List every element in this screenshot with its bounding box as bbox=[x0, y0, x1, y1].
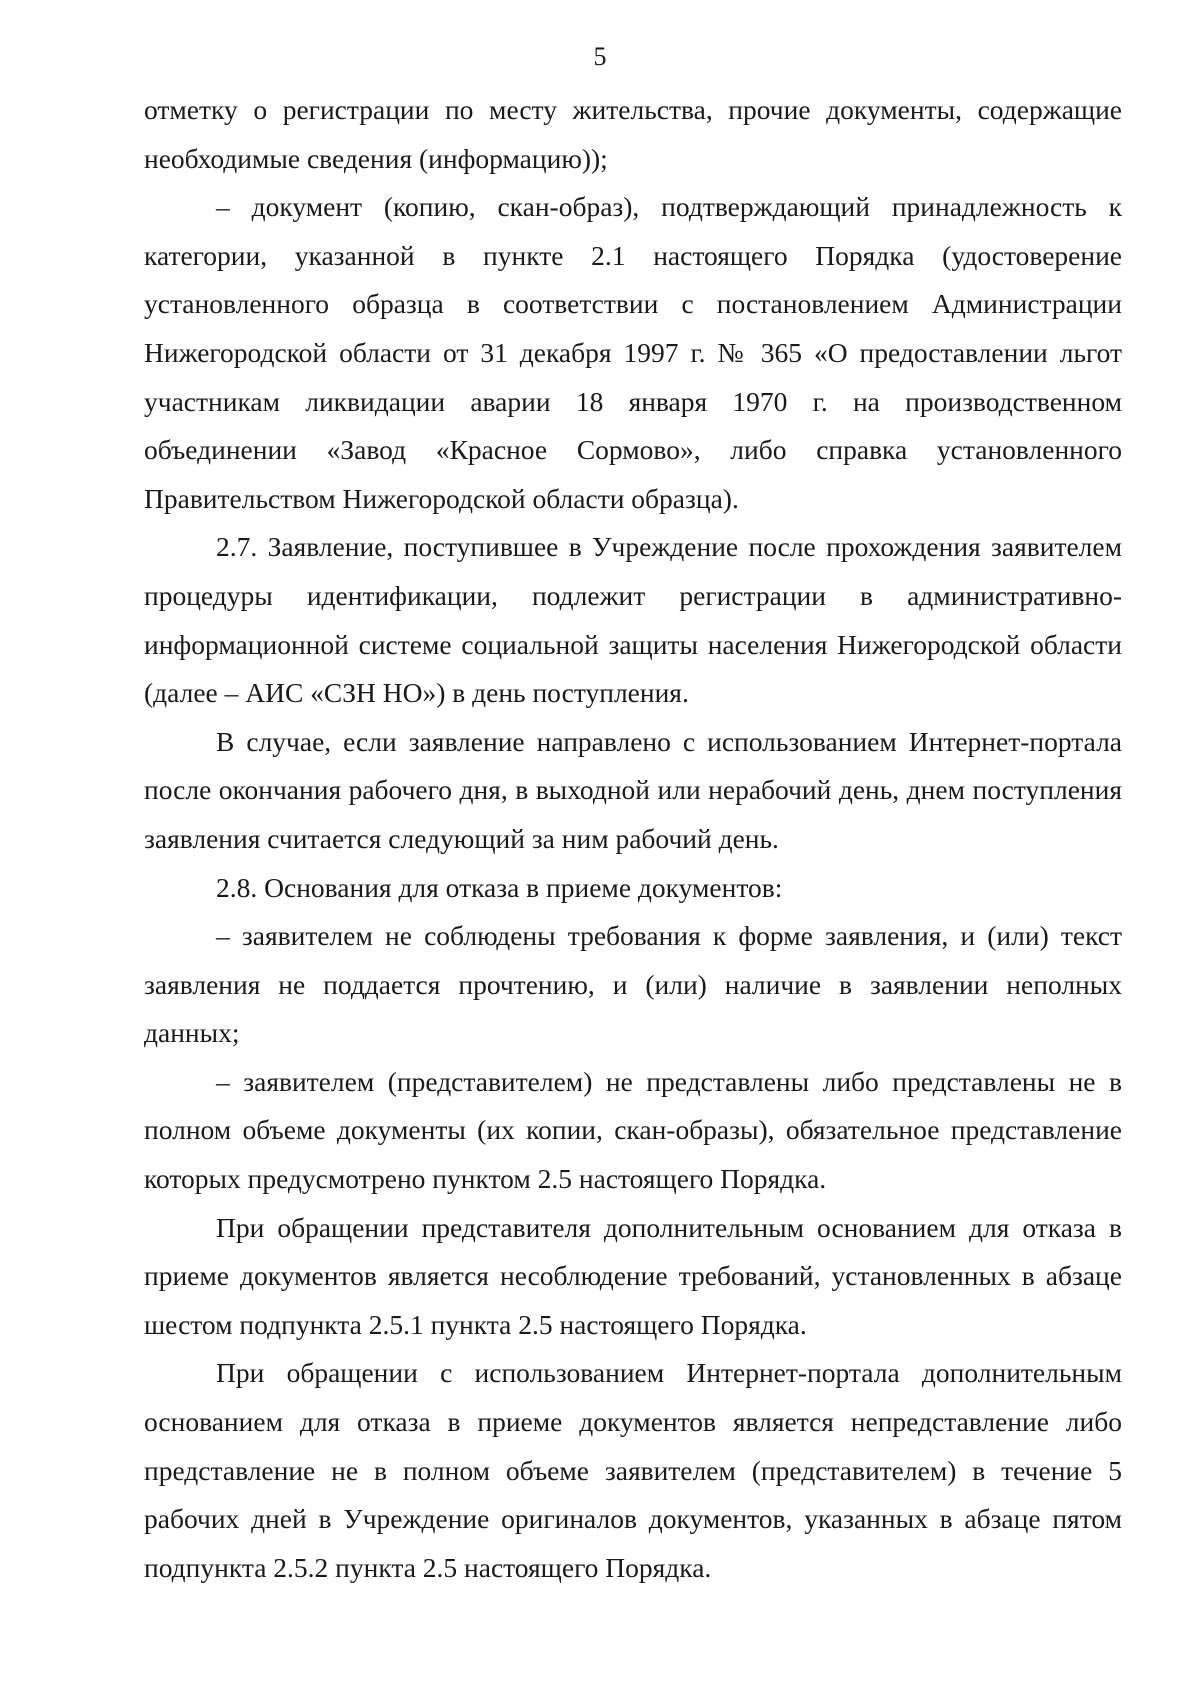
paragraph-representative-refusal: При обращении представителя дополнительным основанием для отказа в приеме документов является несоблюдение требований, установленных в абзаце шестом подпункта 2.5.1 пункта 2.5 настоящего Порядка. bbox=[144, 1211, 1122, 1340]
paragraph-incomplete-documents: – заявителем (представителем) не представлены либо представлены не в полном объеме документы (их копии, скан-образы), обязательное представление которых предусмотрено пунктом 2.5 настоящего Порядка. bbox=[144, 1065, 1122, 1195]
paragraph-2-7-registration: 2.7. Заявление, поступившее в Учреждение после прохождения заявителем процедуры идентификации, подлежит регистрации в административно-информационной системе социальной защиты населения Нижегородской области (далее – АИС «СЗН НО») в день поступления. bbox=[144, 531, 1122, 709]
paragraph-non-working-day: В случае, если заявление направлено с использованием Интернет-портала после окончания рабочего дня, в выходной или нерабочий день, днем поступления заявления считается следующий за ним рабочий день. bbox=[144, 725, 1122, 854]
paragraph-2-8-refusal-grounds: 2.8. Основания для отказа в приеме документов: bbox=[216, 871, 783, 903]
page-number: 5 bbox=[593, 42, 607, 71]
paragraph-form-requirements: – заявителем не соблюдены требования к форме заявления, и (или) текст заявления не поддается прочтению, и (или) наличие в заявлении неполных данных; bbox=[144, 920, 1122, 1049]
paragraph-registration-mark: отметку о регистрации по месту жительства, прочие документы, содержащие необходимые сведения (информацию)); bbox=[144, 94, 1122, 174]
document-body bbox=[144, 86, 1122, 1592]
paragraph-category-document: – документ (копию, скан-образ), подтверждающий принадлежность к категории, указанной в пункте 2.1 настоящего Порядка (удостоверение установленного образца в соответствии с постановлением Администрации Нижегородской области от 31 декабря 1997 г. № 365 «О предоставлении льгот участникам ликвидации аварии 18 января 1970 г. на производственном объединении «Завод «Красное Сормово», либо справка установленного Правительством Нижегородской области образца). bbox=[144, 191, 1122, 514]
paragraph-internet-portal-refusal: При обращении с использованием Интернет-портала дополнительным основанием для отказа в приеме документов является непредставление либо представление не в полном объеме заявителем (представителем) в течение 5 рабочих дней в Учреждение оригиналов документов, указанных в абзаце пятом подпункта 2.5.2 пункта 2.5 настоящего Порядка. bbox=[144, 1357, 1122, 1583]
